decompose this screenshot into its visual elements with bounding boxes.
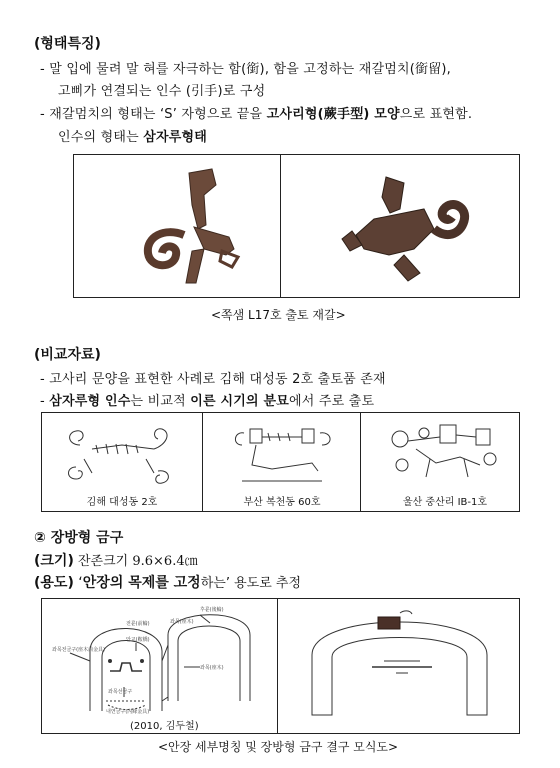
comparison-divider-1 xyxy=(202,413,203,511)
size-value: 잔존크기 9.6×6.4㎝ xyxy=(73,554,198,569)
label-jwamok-seon: 좌목선금구 xyxy=(108,689,133,695)
section-title-features: (형태특징) xyxy=(34,36,101,52)
bullet-fern-example: - 고사리 문양을 표현한 사례로 김해 대성동 2호 출토품 존재 xyxy=(40,372,386,387)
use-label: (용도) xyxy=(34,575,74,591)
label-jwamok-top: 좌목(座木) xyxy=(170,619,194,625)
comparison-frame xyxy=(41,412,520,512)
bullet-rein-bold: 삼자루형태 xyxy=(143,130,208,145)
bullet-bold-early: 이른 시기의 분묘 xyxy=(190,394,289,409)
section-title-comparison: (비교자료) xyxy=(34,347,101,363)
use-text: 하는’ 용도로 추정 xyxy=(200,576,302,591)
panel-label-busan: 부산 복천동 60호 xyxy=(243,497,321,508)
bullet-bold-rein: 삼자루형 인수 xyxy=(49,394,131,409)
comparison-divider-2 xyxy=(360,413,361,511)
diagram-caption: <안장 세부명칭 및 장방형 금구 결구 모식도> xyxy=(158,740,399,754)
saddle-diagram-frame xyxy=(41,598,520,734)
panel-label-ulsan: 울산 중산리 ⅠB-1호 xyxy=(402,497,488,508)
panel-label-gimhae: 김해 대성동 2호 xyxy=(86,497,158,508)
bullet-rein-text: 인수의 형태는 xyxy=(58,130,144,145)
saddle-divider xyxy=(277,599,278,733)
label-jwamok: 좌목(座木) xyxy=(200,665,224,671)
use-quote: ‘ xyxy=(73,575,83,591)
photo-divider xyxy=(280,155,281,297)
saddle-parts-drawing xyxy=(50,601,275,719)
bullet-shape xyxy=(40,103,472,122)
size-line xyxy=(34,550,198,570)
fitting-piece xyxy=(378,617,400,629)
label-angyo: 안교(鞍橋) xyxy=(126,637,150,643)
use-bold: 안장의 목제를 고정 xyxy=(82,575,201,591)
label-naeyeon: 내연금구(內緣金具) xyxy=(106,709,150,715)
bullet-components: - 말 입에 물려 말 혀를 자극하는 함(銜), 함을 고정하는 재갈멈치(銜留), xyxy=(40,62,452,77)
bullet-mid: 는 비교적 xyxy=(130,394,191,409)
bullet-end: 에서 주로 출토 xyxy=(288,394,375,409)
diagram-credit: (2010, 김두철) xyxy=(130,721,199,732)
bullet-shape-bold: 고사리형(蕨手型) 모양 xyxy=(266,107,400,122)
fitting-assembly-drawing xyxy=(292,605,507,727)
label-jwamok-front: 좌목전금구(座木前金具) xyxy=(52,647,106,653)
drawing-ulsan xyxy=(380,419,510,491)
drawing-gimhae xyxy=(62,419,182,491)
bullet-trident-rein xyxy=(40,390,374,409)
label-jeonrun: 전륜(前輪) xyxy=(126,621,150,627)
bullet-dash: - xyxy=(40,394,50,409)
bullet-shape-end: 으로 표현함. xyxy=(399,107,473,122)
size-label: (크기) xyxy=(34,553,74,569)
photo-frame xyxy=(73,154,520,298)
bullet-components-cont: 고삐가 연결되는 인수 (引手)로 구성 xyxy=(58,84,266,99)
bit-photo-left xyxy=(134,165,244,293)
bullet-rein-shape xyxy=(58,126,207,145)
bit-photo-right xyxy=(334,169,484,289)
photo-caption: <쪽샘 L17호 출토 재갈> xyxy=(211,308,346,322)
use-line xyxy=(34,572,301,592)
drawing-busan xyxy=(222,419,342,491)
bullet-shape-text: - 재갈멈치의 형태는 ‘S’ 자형으로 끝을 xyxy=(40,107,267,122)
label-hurun: 후륜(後輪) xyxy=(200,607,224,613)
section-title-rect-fitting: ② 장방형 금구 xyxy=(34,530,124,546)
